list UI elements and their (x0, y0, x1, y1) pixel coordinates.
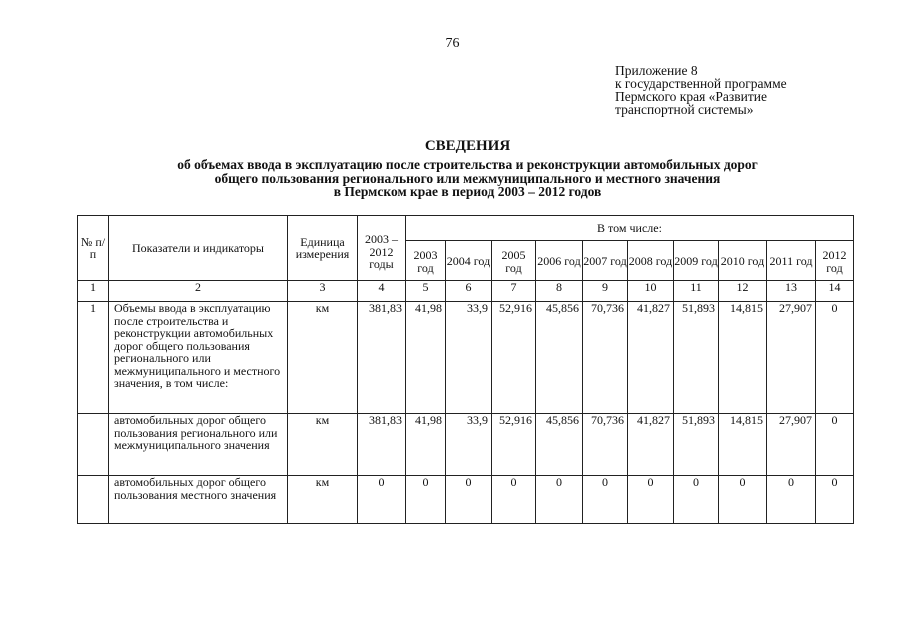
row-value-2011: 27,907 (767, 302, 816, 414)
row-value-2009: 51,893 (674, 414, 719, 476)
row-unit: км (288, 302, 358, 414)
subtitle-line: в Пермском крае в период 2003 – 2012 годов (333, 184, 602, 199)
row-value-2009: 0 (674, 476, 719, 524)
row-total: 381,83 (358, 302, 406, 414)
row-value-2010: 0 (719, 476, 767, 524)
header-year: 2010 год (719, 241, 767, 281)
subtitle-line: об объемах ввода в эксплуатацию после строительства и реконструкции автомобильных дорог (177, 157, 758, 172)
row-value-2008: 41,827 (628, 414, 674, 476)
row-number (78, 414, 109, 476)
row-indicator-name: Объемы ввода в эксплуатацию после строительства и реконструкции автомобильных дорог общего пользования регионального или межмуниципального и местного значения, в том числе: (109, 302, 288, 414)
row-value-2011: 0 (767, 476, 816, 524)
column-number: 8 (536, 281, 583, 302)
column-number: 4 (358, 281, 406, 302)
header-year: 2003 год (406, 241, 446, 281)
header-unit: Единица измерения (288, 216, 358, 281)
subtitle-line: общего пользования регионального или межмуниципального и местного значения (214, 170, 721, 186)
row-value-2005: 0 (492, 476, 536, 524)
row-number (78, 476, 109, 524)
row-indicator-name: автомобильных дорог общего пользования регионального или межмуниципального значения (109, 414, 288, 476)
row-value-2010: 14,815 (719, 414, 767, 476)
row-value-2003: 0 (406, 476, 446, 524)
column-number: 11 (674, 281, 719, 302)
row-value-2003: 41,98 (406, 302, 446, 414)
column-number: 6 (446, 281, 492, 302)
header-year: 2011 год (767, 241, 816, 281)
row-value-2012: 0 (816, 302, 854, 414)
header-year: 2012 год (816, 241, 854, 281)
table-row (78, 476, 854, 524)
column-number: 3 (288, 281, 358, 302)
row-value-2010: 14,815 (719, 302, 767, 414)
row-value-2003: 41,98 (406, 414, 446, 476)
row-value-2004: 33,9 (446, 414, 492, 476)
row-value-2007: 0 (583, 476, 628, 524)
appendix-line: Пермского края «Развитие (615, 89, 767, 104)
column-number: 9 (583, 281, 628, 302)
row-unit: км (288, 476, 358, 524)
table-row (78, 414, 854, 476)
column-number-row (78, 281, 854, 302)
row-value-2011: 27,907 (767, 414, 816, 476)
row-value-2007: 70,736 (583, 302, 628, 414)
row-value-2008: 0 (628, 476, 674, 524)
row-value-2004: 33,9 (446, 302, 492, 414)
table-row (78, 302, 854, 414)
row-unit: км (288, 414, 358, 476)
header-year: 2005 год (492, 241, 536, 281)
header-year: 2007 год (583, 241, 628, 281)
header-row (78, 216, 854, 241)
document-title: СВЕДЕНИЯ (424, 138, 511, 154)
column-number: 10 (628, 281, 674, 302)
appendix-line: транспортной системы» (615, 102, 754, 117)
column-number: 2 (109, 281, 288, 302)
column-number: 12 (719, 281, 767, 302)
row-indicator-name: автомобильных дорог общего пользования местного значения (109, 476, 288, 524)
data-table (77, 215, 854, 524)
column-number: 13 (767, 281, 816, 302)
row-value-2012: 0 (816, 476, 854, 524)
row-value-2005: 52,916 (492, 414, 536, 476)
row-value-2005: 52,916 (492, 302, 536, 414)
header-num: № п/п (78, 216, 109, 281)
header-year: 2009 год (674, 241, 719, 281)
header-year: 2006 год (536, 241, 583, 281)
row-value-2006: 45,856 (536, 414, 583, 476)
appendix-note (615, 64, 787, 116)
column-number: 7 (492, 281, 536, 302)
column-number: 1 (78, 281, 109, 302)
row-total: 381,83 (358, 414, 406, 476)
header-including: В том числе: (406, 216, 854, 241)
appendix-line: к государственной программе (615, 76, 787, 91)
column-number: 14 (816, 281, 854, 302)
column-number: 5 (406, 281, 446, 302)
page-number: 76 (445, 36, 460, 51)
header-total: 2003 – 2012 годы (358, 216, 406, 281)
row-number: 1 (78, 302, 109, 414)
header-year: 2004 год (446, 241, 492, 281)
row-value-2006: 0 (536, 476, 583, 524)
document-subtitle (0, 158, 905, 199)
header-year: 2008 год (628, 241, 674, 281)
row-value-2007: 70,736 (583, 414, 628, 476)
row-value-2009: 51,893 (674, 302, 719, 414)
row-value-2006: 45,856 (536, 302, 583, 414)
row-total: 0 (358, 476, 406, 524)
appendix-line: Приложение 8 (615, 63, 698, 78)
row-value-2008: 41,827 (628, 302, 674, 414)
row-value-2004: 0 (446, 476, 492, 524)
row-value-2012: 0 (816, 414, 854, 476)
header-indicator: Показатели и индикаторы (109, 216, 288, 281)
